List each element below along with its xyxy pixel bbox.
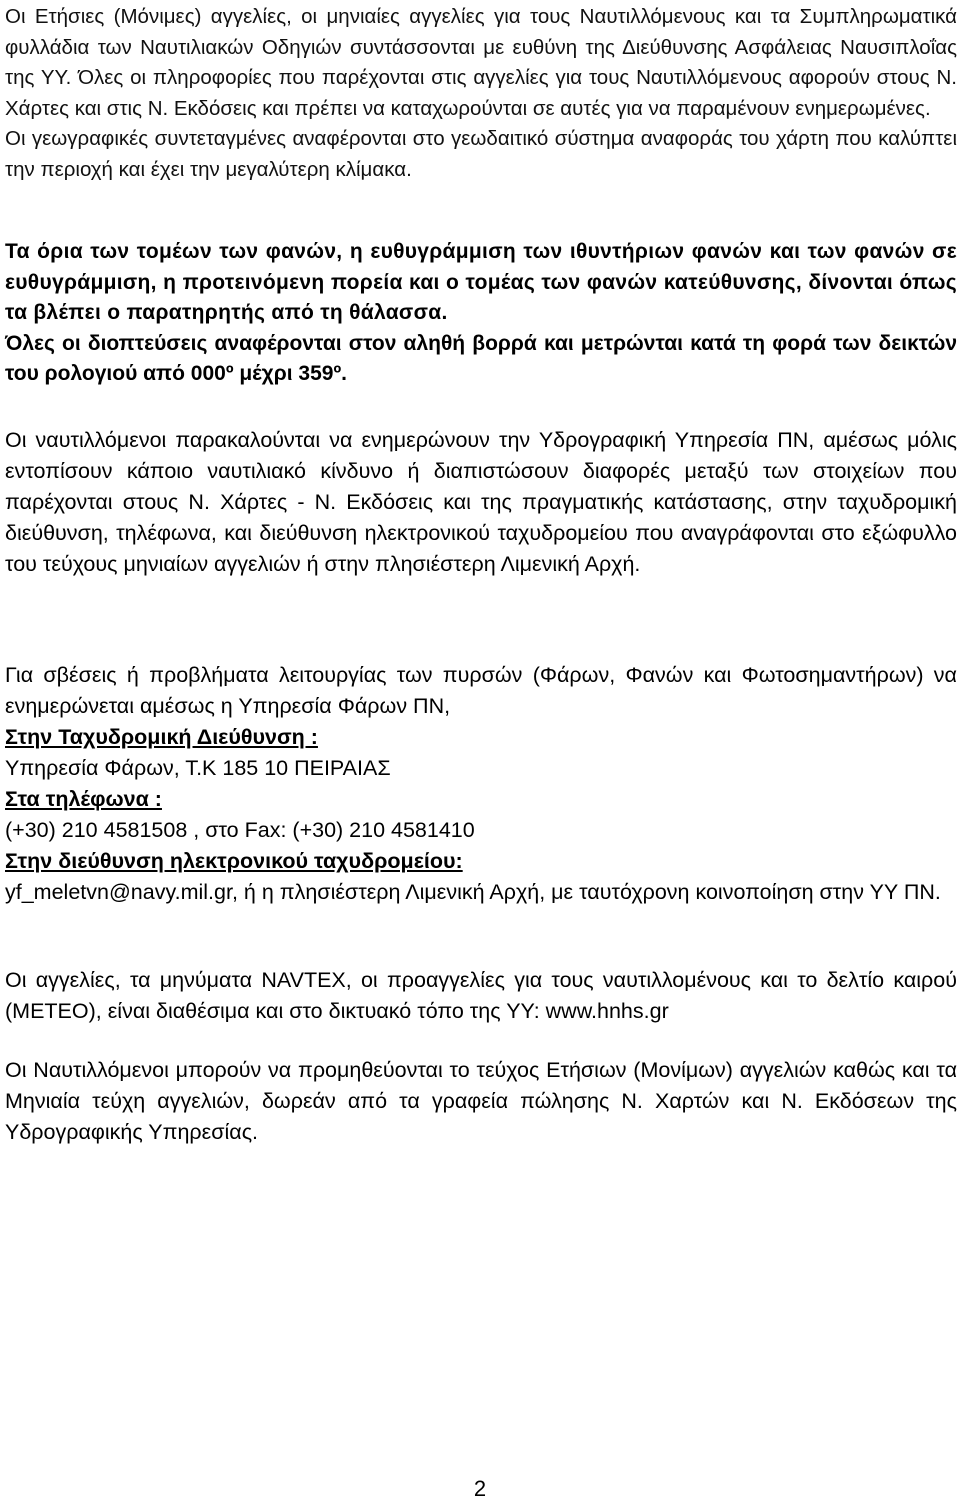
lights-service-paragraph: Για σβέσεις ή προβλήματα λειτουργίας των πυρσών (Φάρων, Φανών και Φωτοσημαντήρων) να ενημερώνεται αμέσως η Υπηρεσία Φάρων ΠΝ, [5, 663, 957, 718]
email-value: yf_meletvn@navy.mil.gr, ή η πλησιέστερη Λιμενική Αρχή, με ταυτόχρονη κοινοποίηση στην ΥΥ ΠΝ. [5, 880, 941, 904]
mariners-report-section [5, 425, 957, 580]
phone-heading: Στα τηλέφωνα : [5, 787, 162, 811]
postal-address-heading: Στην Ταχυδρομική Διεύθυνση : [5, 725, 318, 749]
intro-paragraph-announcements: Οι Ετήσιες (Μόνιμες) αγγελίες, οι μηνιαίες αγγελίες για τους Ναυτιλλόμενους και τα Συμπληρωματικά φυλλάδια των Ναυτιλιακών Οδηγιών συντάσσονται με ευθύνη της Διεύθυνσης Ασφάλειας Ναυσιπλοΐας της ΥΥ. Όλες οι πληροφορίες που παρέχονται στις αγγελίες για τους Ναυτιλλόμενους αφορούν στους Ν. Χάρτες και στις Ν. Εκδόσεις και πρέπει να καταχωρούνται σε αυτές για να παραμένουν ενημερωμένες. [5, 5, 957, 120]
navtex-section [5, 965, 957, 1027]
publication-section [5, 1055, 957, 1148]
mariners-report-paragraph: Οι ναυτιλλόμενοι παρακαλούνται να ενημερώνουν την Υδρογραφική Υπηρεσία ΠΝ, αμέσως μόλις εντοπίσουν κάποιο ναυτιλιακό κίνδυνο ή διαπιστώσουν διαφορές μεταξύ των στοιχείων που παρέχονται στους Ν. Χάρτες - Ν. Εκδόσεις και της πραγματικής κατάστασης, στην ταχυδρομική διεύθυνση, τηλέφωνα, και διεύθυνση ηλεκτρονικού ταχυδρομείου που αναγράφονται στο εξώφυλλο του τεύχους μηνιαίων αγγελιών ή στην πλησιέστερη Λιμενική Αρχή. [5, 428, 957, 576]
postal-address-value: Υπηρεσία Φάρων, Τ.Κ 185 10 ΠΕΙΡΑΙΑΣ [5, 756, 391, 780]
publication-paragraph: Οι Ναυτιλλόμενοι μπορούν να προμηθεύονται το τεύχος Ετήσιων (Μονίμων) αγγελιών καθώς και τα Μηνιαία τεύχη αγγελιών, δωρεάν από τα γραφεία πώλησης Ν. Χαρτών και Ν. Εκδόσεων της Υδρογραφικής Υπηρεσίας. [5, 1058, 957, 1144]
light-sectors-paragraph: Τα όρια των τομέων των φανών, η ευθυγράμμιση των ιθυντήριων φανών και των φανών σε ευθυγράμμιση, η προτεινόμενη πορεία και ο τομέας των φανών κατεύθυνσης, δίνονται όπως τα βλέπει ο παρατηρητής από τη θάλασσα. [5, 240, 957, 325]
bearings-paragraph: Όλες οι διοπτεύσεις αναφέρονται στον αληθή βορρά και μετρώνται κατά τη φορά των δεικτών του ρολογιού από 000º μέχρι 359º. [5, 331, 957, 386]
phone-value: (+30) 210 4581508 , στο Fax: (+30) 210 4581410 [5, 818, 475, 842]
intro-section [5, 2, 957, 186]
lights-service-section [5, 660, 957, 908]
intro-paragraph-coordinates: Οι γεωγραφικές συντεταγμένες αναφέρονται στο γεωδαιτικό σύστημα αναφοράς του χάρτη που καλύπτει την περιοχή και έχει την μεγαλύτερη κλίμακα. [5, 127, 957, 181]
navtex-paragraph: Οι αγγελίες, τα μηνύματα NAVTEX, οι προαγγελίες για τους ναυτιλλομένους και το δελτίο καιρού (ΜΕΤΕΟ), είναι διαθέσιμα και στο δικτυακό τόπο της ΥΥ: www.hnhs.gr [5, 968, 957, 1023]
bearings-section [5, 237, 957, 390]
email-heading: Στην διεύθυνση ηλεκτρονικού ταχυδρομείου: [5, 849, 463, 873]
page-number: 2 [473, 1476, 487, 1501]
